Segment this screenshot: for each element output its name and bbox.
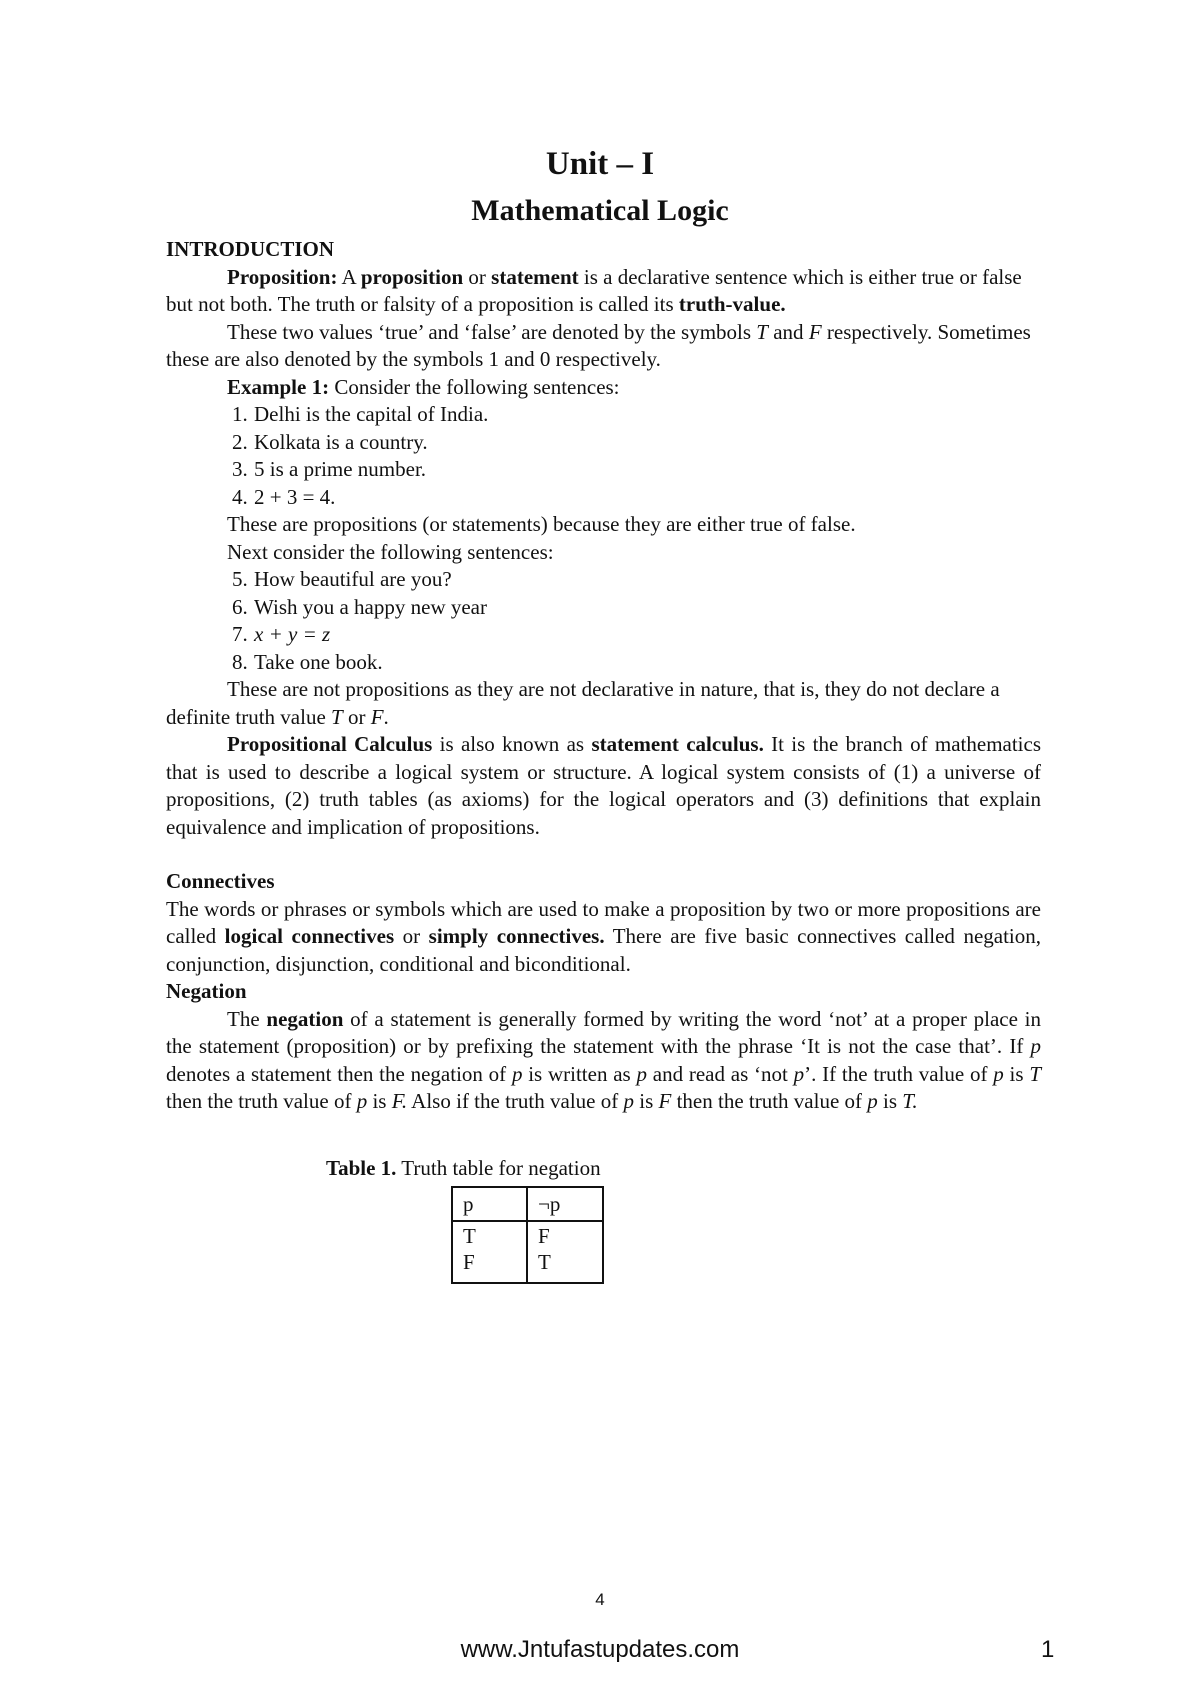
example-1-heading: Example 1: Consider the following sentences: bbox=[227, 374, 620, 399]
propositional-calculus-paragraph: Propositional Calculus is also known as statement calculus. It is the branch of mathematics that is used to describe a logical system or structure. A logical system consists of (1) a universe of propositions, (2) truth tables (as axioms) for the logical operators and (3) definitions that explain equivalence and implication of propositions. bbox=[166, 732, 1042, 839]
next-sentences-note: Next consider the following sentences: bbox=[227, 539, 554, 564]
table-cell: F bbox=[527, 1221, 603, 1250]
table-row bbox=[452, 1221, 603, 1250]
list-item: 5. How beautiful are you? bbox=[232, 567, 452, 591]
list-item: 7. x + y = z bbox=[232, 622, 331, 646]
list-item: 1. Delhi is the capital of India. bbox=[232, 402, 489, 426]
table-header-cell: ¬p bbox=[527, 1187, 603, 1221]
list-item: 3. 5 is a prime number. bbox=[232, 457, 427, 481]
table-cell: F bbox=[452, 1250, 527, 1283]
footer-url: www.Jntufastupdates.com bbox=[460, 1636, 740, 1663]
table-header-row bbox=[452, 1187, 603, 1221]
table-header-cell: p bbox=[452, 1187, 527, 1221]
list-item: 8. Take one book. bbox=[232, 649, 383, 674]
intro-heading: INTRODUCTION bbox=[166, 237, 335, 261]
body-section-intro bbox=[166, 236, 1041, 1116]
connectives-heading: Connectives bbox=[166, 869, 275, 893]
negation-heading: Negation bbox=[166, 979, 247, 1003]
connectives-paragraph: The words or phrases or symbols which are used to make a proposition by two or more propositions are called logical connectives or simply connectives. There are five basic connectives called negation, conjunction, disjunction, conditional and biconditional. bbox=[166, 896, 1042, 976]
list-item: 2. Kolkata is a country. bbox=[232, 429, 428, 454]
table-row bbox=[452, 1250, 603, 1283]
list-item: 4. 2 + 3 = 4. bbox=[232, 484, 336, 509]
footer-page-number: 1 bbox=[1041, 1636, 1055, 1663]
truth-values-paragraph: These two values ‘true’ and ‘false’ are denoted by the symbols T and F respectively. Sometimes these are also denoted by the symbols 1 and 0 respectively. bbox=[166, 319, 1031, 371]
non-propositions-note: These are not propositions as they are not declarative in nature, that is, they do not declare a definite truth value T or F. bbox=[166, 677, 1000, 729]
table-cell: T bbox=[452, 1221, 527, 1250]
unit-title: Unit – I bbox=[545, 146, 655, 182]
proposition-definition: Proposition: A proposition or statement is a declarative sentence which is either true or false but not both. The truth or falsity of a proposition is called its truth-value. bbox=[166, 264, 1022, 316]
propositions-note: These are propositions (or statements) because they are either true of false. bbox=[227, 512, 856, 536]
list-item: 6. Wish you a happy new year bbox=[232, 594, 487, 619]
chapter-title: Mathematical Logic bbox=[471, 194, 729, 227]
negation-truth-table bbox=[451, 1186, 604, 1284]
table-1-caption: Table 1. Truth table for negation bbox=[326, 1156, 601, 1180]
spacer bbox=[166, 841, 1041, 868]
page-number: 4 bbox=[595, 1590, 605, 1609]
negation-paragraph: The negation of a statement is generally formed by writing the word ‘not’ at a proper place in the statement (proposition) or by prefixing the statement with the phrase ‘It is not the case that’. If p denotes a statement then the negation of p is written as p and read as ‘not p’. If the truth value of p is T then the truth value of p is F. Also if the truth value of p is F then the truth value of p is T. bbox=[166, 1006, 1041, 1113]
table-cell: T bbox=[527, 1250, 603, 1283]
